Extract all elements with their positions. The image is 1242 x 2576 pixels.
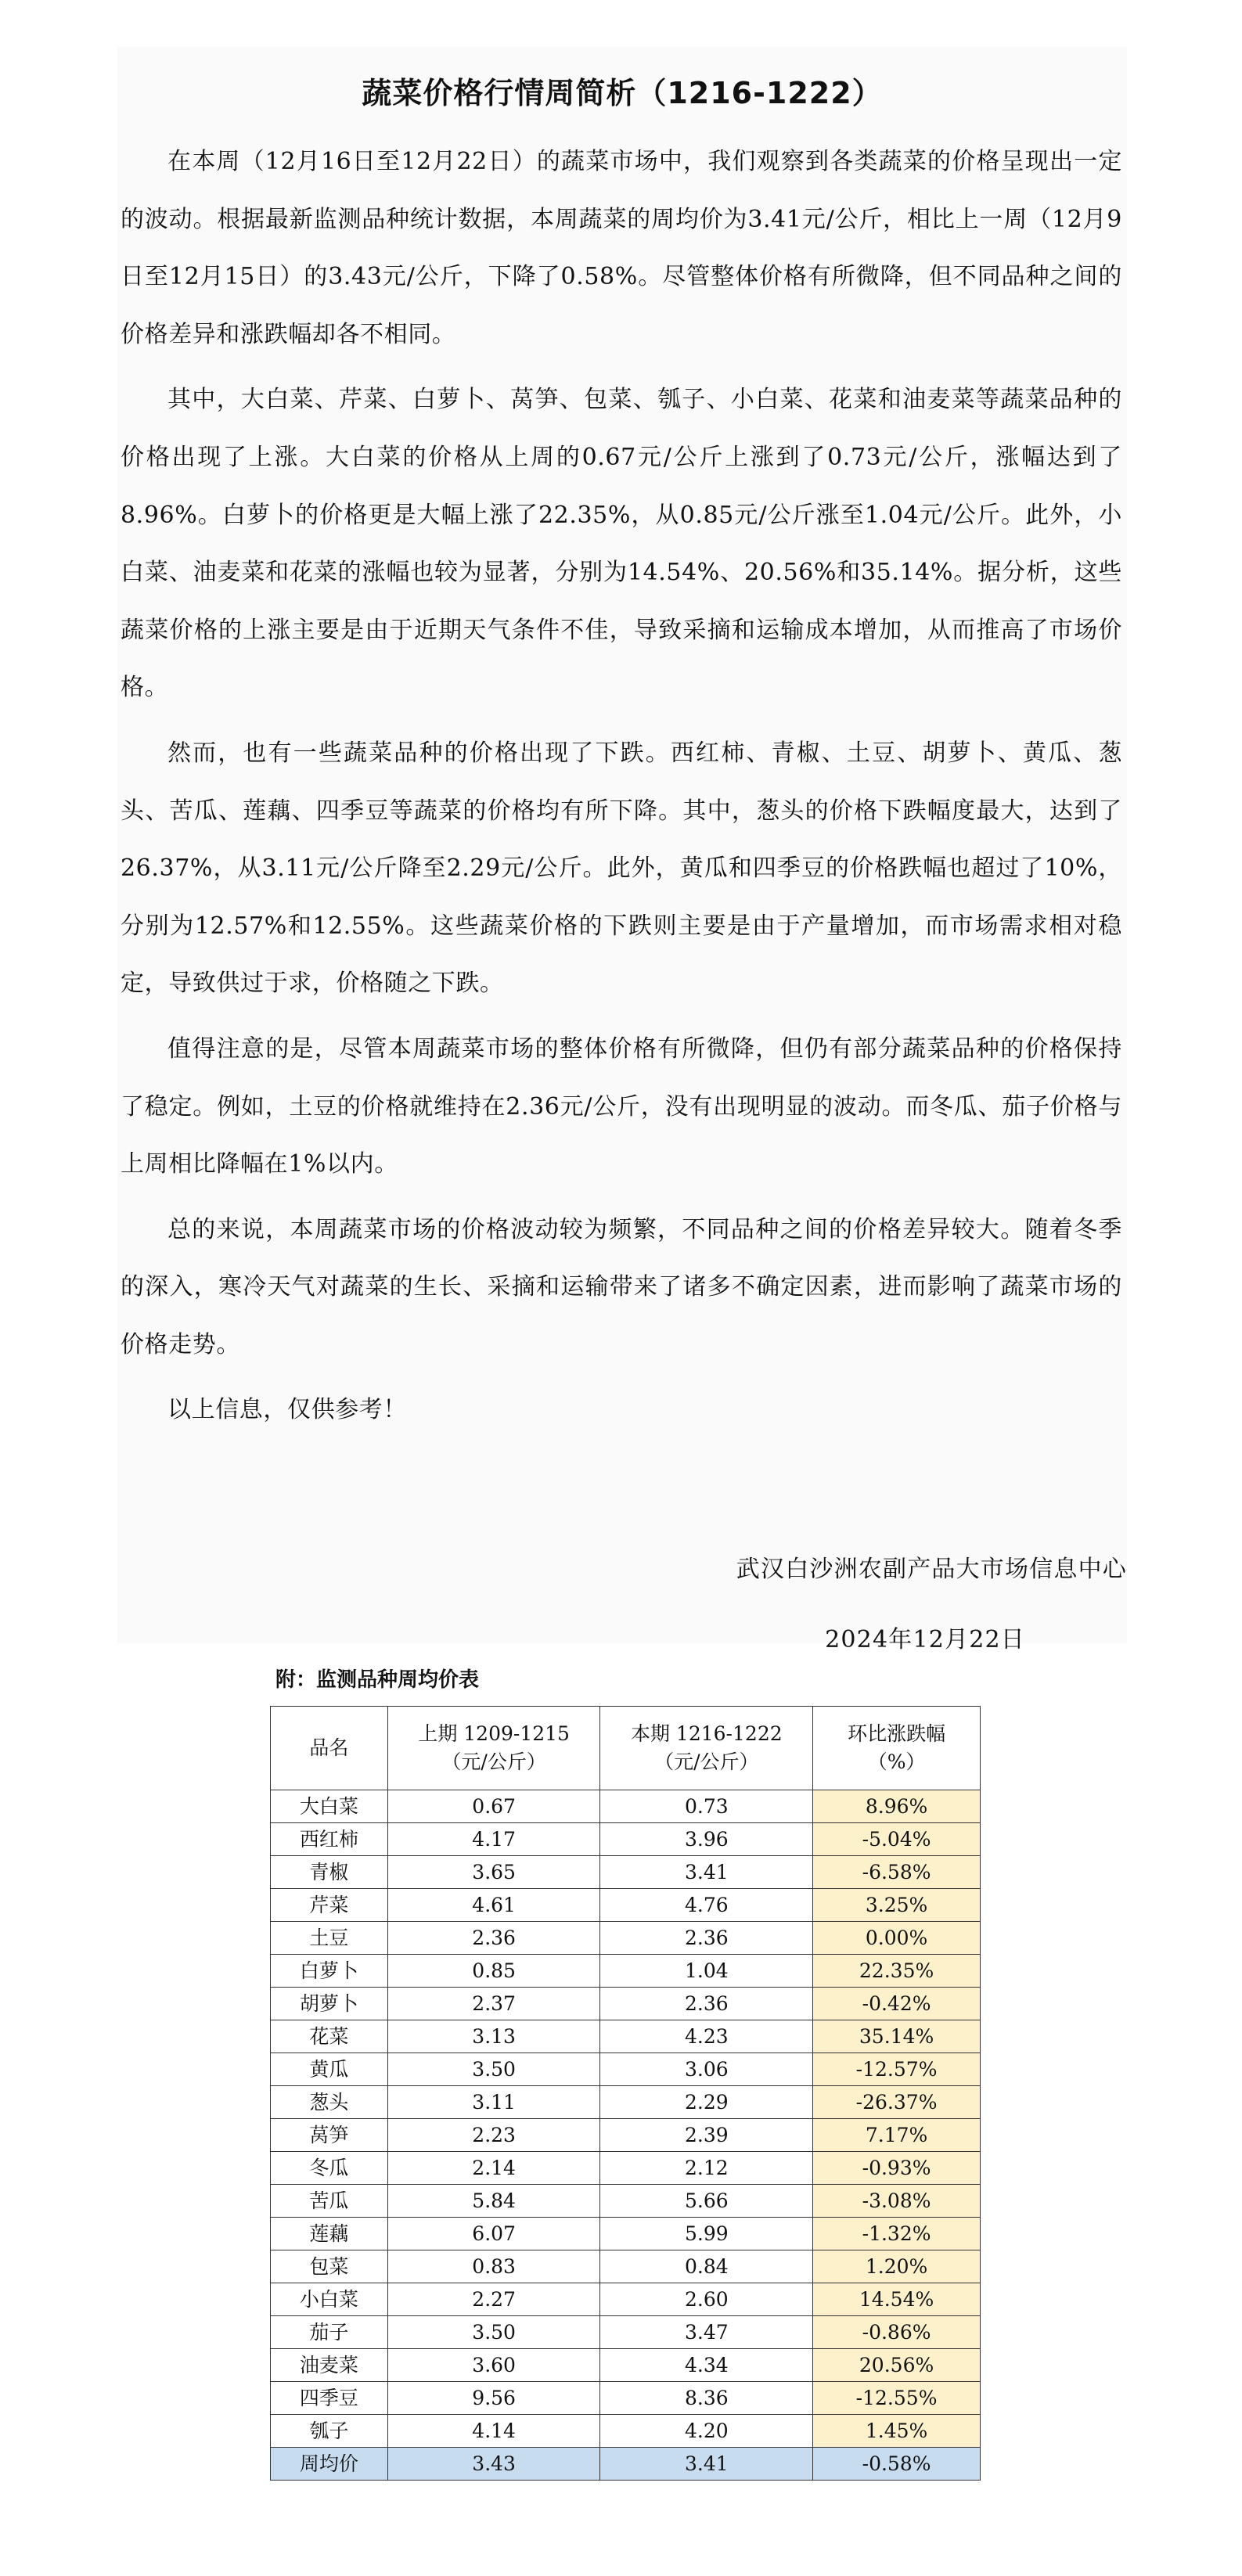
cell-name: 茄子 [271,2316,388,2349]
table-row [271,2349,981,2382]
cell-change: -12.55% [813,2382,981,2415]
cell-name: 白萝卜 [271,1955,388,1988]
table-row [271,2152,981,2185]
cell-this-price: 5.66 [600,2185,813,2218]
header-prev-week [387,1707,600,1790]
price-table [270,1706,981,2481]
table-row [271,2316,981,2349]
cell-change: 8.96% [813,1790,981,1823]
header-name-line: 品名 [309,1736,349,1759]
header-prev-line-1: 上期 1209-1215 [418,1722,570,1745]
cell-name: 青椒 [271,1856,388,1889]
paragraph-3: 然而，也有一些蔬菜品种的价格出现了下跌。西红柿、青椒、土豆、胡萝卜、黄瓜、葱头、苦瓜、莲藕、四季豆等蔬菜的价格均有所下降。其中，葱头的价格下跌幅度最大，达到了26.37%，从3.11元/公斤降至2.29元/公斤。此外，黄瓜和四季豆的价格跌幅也超过了10%，分别为12.57%和12.55%。这些蔬菜价格的下跌则主要是由于产量增加，而市场需求相对稳定，导致供过于求，价格随之下跌。 [121,739,1122,998]
cell-this-price: 4.76 [600,1889,813,1922]
table-row [271,1988,981,2020]
table-row [271,2382,981,2415]
cell-prev-price: 3.65 [387,1856,600,1889]
cell-change: -0.86% [813,2316,981,2349]
header-change [813,1707,981,1790]
table-row [271,2053,981,2086]
paragraph-5: 总的来说，本周蔬菜市场的价格波动较为频繁，不同品种之间的价格差异较大。随着冬季的深入，寒冷天气对蔬菜的生长、采摘和运输带来了诸多不确定因素，进而影响了蔬菜市场的价格走势。 [121,1215,1122,1358]
paragraph-2: 其中，大白菜、芹菜、白萝卜、莴笋、包菜、瓠子、小白菜、花菜和油麦菜等蔬菜品种的价格出现了上涨。大白菜的价格从上周的0.67元/公斤上涨到了0.73元/公斤，涨幅达到了8.96%。白萝卜的价格更是大幅上涨了22.35%，从0.85元/公斤涨至1.04元/公斤。此外，小白菜、油麦菜和花菜的涨幅也较为显著，分别为14.54%、20.56%和35.14%。据分析，这些蔬菜价格的上涨主要是由于近期天气条件不佳，导致采摘和运输成本增加，从而推高了市场价格。 [121,386,1122,702]
table-row [271,2415,981,2448]
summary-change: -0.58% [813,2448,981,2481]
signature-org: 武汉白沙洲农副产品大市场信息中心 [736,1556,1127,1583]
cell-change: -0.93% [813,2152,981,2185]
cell-prev-price: 4.61 [387,1889,600,1922]
header-change-line-1: 环比涨跌幅 [848,1722,946,1745]
cell-prev-price: 2.23 [387,2119,600,2152]
cell-change: -1.32% [813,2218,981,2250]
cell-this-price: 3.06 [600,2053,813,2086]
summary-row [271,2448,981,2481]
cell-change: 22.35% [813,1955,981,1988]
signature-date: 2024年12月22日 [825,1626,1025,1653]
price-table-body [271,1790,981,2481]
cell-change: 14.54% [813,2283,981,2316]
cell-prev-price: 2.37 [387,1988,600,2020]
cell-prev-price: 3.50 [387,2053,600,2086]
table-row [271,2218,981,2250]
cell-this-price: 2.60 [600,2283,813,2316]
cell-this-price: 3.96 [600,1823,813,1856]
summary-prev-price: 3.43 [387,2448,600,2481]
header-this-week [600,1707,813,1790]
cell-change: 20.56% [813,2349,981,2382]
cell-change: -6.58% [813,1856,981,1889]
cell-this-price: 4.20 [600,2415,813,2448]
cell-name: 花菜 [271,2020,388,2053]
cell-name: 油麦菜 [271,2349,388,2382]
table-row [271,2250,981,2283]
cell-change: -12.57% [813,2053,981,2086]
cell-change: 7.17% [813,2119,981,2152]
cell-name: 四季豆 [271,2382,388,2415]
cell-change: 0.00% [813,1922,981,1955]
table-row [271,1790,981,1823]
cell-prev-price: 0.85 [387,1955,600,1988]
paragraph-6: 以上信息，仅供参考！ [167,1396,407,1424]
table-header-row [271,1707,981,1790]
page-title: 蔬菜价格行情周简析（1216-1222） [362,76,883,110]
cell-prev-price: 2.27 [387,2283,600,2316]
cell-prev-price: 3.11 [387,2086,600,2119]
cell-name: 大白菜 [271,1790,388,1823]
header-change-line-2: （%） [867,1750,926,1773]
cell-prev-price: 3.60 [387,2349,600,2382]
cell-this-price: 0.84 [600,2250,813,2283]
cell-change: 1.45% [813,2415,981,2448]
summary-label: 周均价 [271,2448,388,2481]
cell-this-price: 4.23 [600,2020,813,2053]
table-row [271,1856,981,1889]
cell-change: 3.25% [813,1889,981,1922]
table-row [271,1922,981,1955]
table-row [271,2020,981,2053]
table-row [271,1889,981,1922]
cell-name: 黄瓜 [271,2053,388,2086]
paragraph-4: 值得注意的是，尽管本周蔬菜市场的整体价格有所微降，但仍有部分蔬菜品种的价格保持了稳定。例如，土豆的价格就维持在2.36元/公斤，没有出现明显的波动。而冬瓜、茄子价格与上周相比降幅在1%以内。 [121,1034,1122,1178]
header-this-line-2: （元/公斤） [654,1750,759,1773]
annex-title: 附：监测品种周均价表 [275,1668,480,1692]
header-prev-line-2: （元/公斤） [441,1750,546,1773]
cell-name: 芹菜 [271,1889,388,1922]
cell-this-price: 2.36 [600,1922,813,1955]
cell-this-price: 8.36 [600,2382,813,2415]
header-name [271,1707,388,1790]
cell-prev-price: 2.14 [387,2152,600,2185]
cell-this-price: 4.34 [600,2349,813,2382]
header-this-line-1: 本期 1216-1222 [630,1722,783,1745]
cell-change: -5.04% [813,1823,981,1856]
cell-this-price: 3.41 [600,1856,813,1889]
cell-name: 小白菜 [271,2283,388,2316]
cell-prev-price: 2.36 [387,1922,600,1955]
cell-name: 西红柿 [271,1823,388,1856]
cell-name: 胡萝卜 [271,1988,388,2020]
cell-this-price: 2.39 [600,2119,813,2152]
cell-change: -26.37% [813,2086,981,2119]
article-body [121,133,1122,1447]
cell-change: -0.42% [813,1988,981,2020]
cell-change: -3.08% [813,2185,981,2218]
table-row [271,1955,981,1988]
cell-prev-price: 0.67 [387,1790,600,1823]
table-row [271,2119,981,2152]
cell-prev-price: 3.13 [387,2020,600,2053]
cell-prev-price: 0.83 [387,2250,600,2283]
cell-this-price: 2.29 [600,2086,813,2119]
summary-this-price: 3.41 [600,2448,813,2481]
paragraph-1: 在本周（12月16日至12月22日）的蔬菜市场中，我们观察到各类蔬菜的价格呈现出一定的波动。根据最新监测品种统计数据，本周蔬菜的周均价为3.41元/公斤，相比上一周（12月9日至12月15日）的3.43元/公斤，下降了0.58%。尽管整体价格有所微降，但不同品种之间的价格差异和涨跌幅却各不相同。 [121,148,1122,348]
cell-name: 瓠子 [271,2415,388,2448]
cell-name: 莲藕 [271,2218,388,2250]
table-row [271,2283,981,2316]
table-row [271,2185,981,2218]
cell-this-price: 5.99 [600,2218,813,2250]
cell-this-price: 2.12 [600,2152,813,2185]
cell-this-price: 3.47 [600,2316,813,2349]
cell-name: 苦瓜 [271,2185,388,2218]
cell-name: 土豆 [271,1922,388,1955]
cell-name: 葱头 [271,2086,388,2119]
cell-change: 1.20% [813,2250,981,2283]
table-row [271,1823,981,1856]
cell-this-price: 1.04 [600,1955,813,1988]
table-row [271,2086,981,2119]
cell-name: 莴笋 [271,2119,388,2152]
cell-prev-price: 6.07 [387,2218,600,2250]
cell-prev-price: 9.56 [387,2382,600,2415]
cell-prev-price: 5.84 [387,2185,600,2218]
cell-prev-price: 4.14 [387,2415,600,2448]
cell-prev-price: 4.17 [387,1823,600,1856]
article [117,47,1127,1653]
cell-change: 35.14% [813,2020,981,2053]
cell-this-price: 0.73 [600,1790,813,1823]
cell-prev-price: 3.50 [387,2316,600,2349]
cell-name: 包菜 [271,2250,388,2283]
cell-name: 冬瓜 [271,2152,388,2185]
cell-this-price: 2.36 [600,1988,813,2020]
